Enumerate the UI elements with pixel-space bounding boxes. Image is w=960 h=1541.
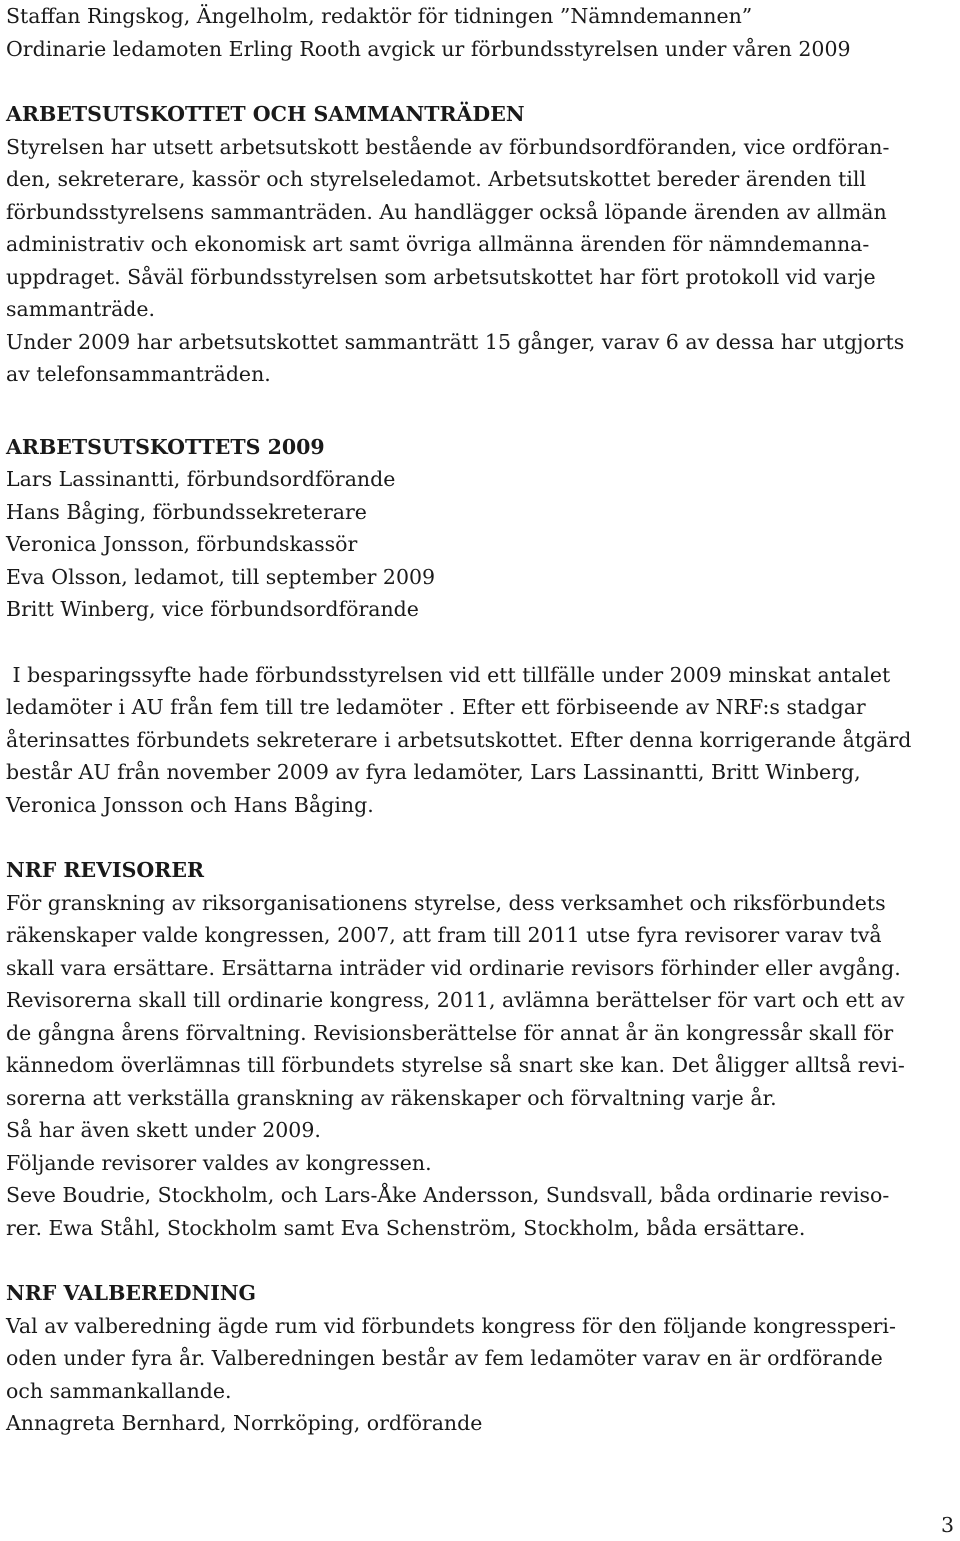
member-line: Hans Båging, förbundssekreterare [6, 499, 367, 524]
paragraph-line: ledamöter i AU från fem till tre ledamöter . Efter ett förbiseende av NRF:s stadgar [6, 695, 866, 719]
paragraph-line: förbundsstyrelsens sammanträden. Au handlägger också löpande ärenden av allmän [6, 199, 887, 224]
paragraph-line: Styrelsen har utsett arbetsutskott bestående av förbundsordföranden, vice ordföran- [6, 134, 890, 159]
besparing-section [6, 659, 954, 822]
paragraph-line: uppdraget. Såväl förbundsstyrelsen som arbetsutskottet har fört protokoll vid varje [6, 264, 876, 289]
valberedning-section [6, 1277, 954, 1440]
paragraph-line: rer. Ewa Ståhl, Stockholm samt Eva Schenström, Stockholm, båda ersättare. [6, 1215, 806, 1240]
arbetsutskottets-2009-section [6, 431, 954, 626]
member-line: Veronica Jonsson, förbundskassör [6, 532, 358, 556]
section-heading-valberedning: NRF VALBEREDNING [6, 1281, 257, 1305]
revisorer-section [6, 854, 954, 1244]
paragraph-line: de gångna årens förvaltning. Revisionsberättelse för annat år än kongressår skall för [6, 1020, 894, 1045]
paragraph-line: den, sekreterare, kassör och styrelseledamot. Arbetsutskottet bereder ärenden till [6, 167, 866, 191]
intro-section [6, 0, 954, 65]
paragraph-line: För granskning av riksorganisationens styrelse, dess verksamhet och riksförbundets [6, 890, 886, 915]
paragraph-line: Val av valberedning ägde rum vid förbundets kongress för den följande kongressperi- [6, 1313, 896, 1338]
section-heading-arbetsutskottets-2009: ARBETSUTSKOTTETS 2009 [6, 434, 325, 459]
paragraph-line: administrativ och ekonomisk art samt övriga allmänna ärenden för nämndemanna- [6, 232, 870, 256]
paragraph-line: av telefonsammanträden. [6, 362, 271, 386]
intro-line: Ordinarie ledamoten Erling Rooth avgick ur förbundsstyrelsen under våren 2009 [6, 36, 851, 61]
member-line: Eva Olsson, ledamot, till september 2009 [6, 564, 436, 589]
paragraph-line: oden under fyra år. Valberedningen består av fem ledamöter varav en är ordförande [6, 1346, 883, 1370]
paragraph-line: sammanträde. [6, 297, 156, 321]
document-page [6, 0, 954, 1440]
page-number: 3 [940, 1513, 954, 1537]
paragraph-line: sorerna att verkställa granskning av räkenskaper och förvaltning varje år. [6, 1085, 777, 1110]
paragraph-line: Följande revisorer valdes av kongressen. [6, 1150, 432, 1175]
section-heading-arbetsutskottet: ARBETSUTSKOTTET OCH SAMMANTRÄDEN [6, 102, 525, 126]
section-heading-revisorer: NRF REVISORER [6, 858, 204, 882]
arbetsutskottet-section [6, 98, 954, 391]
paragraph-line: I besparingssyfte hade förbundsstyrelsen vid ett tillfälle under 2009 minskat antalet [6, 662, 891, 687]
intro-line: Staffan Ringskog, Ängelholm, redaktör för tidningen ”Nämndemannen” [6, 4, 753, 28]
member-line: Lars Lassinantti, förbundsordförande [6, 467, 396, 491]
paragraph-line: och sammankallande. [6, 1378, 232, 1403]
paragraph-line: återinsattes förbundets sekreterare i arbetsutskottet. Efter denna korrigerande åtgärd [6, 727, 912, 752]
paragraph-line: Så har även skett under 2009. [6, 1118, 321, 1142]
paragraph-line: Under 2009 har arbetsutskottet sammanträtt 15 gånger, varav 6 av dessa har utgjorts [6, 329, 905, 354]
paragraph-line: Annagreta Bernhard, Norrköping, ordförande [6, 1411, 483, 1435]
member-line: Britt Winberg, vice förbundsordförande [6, 597, 419, 621]
paragraph-line: Veronica Jonsson och Hans Båging. [6, 792, 374, 817]
paragraph-line: Revisorerna skall till ordinarie kongress, 2011, avlämna berättelser för vart och ett av [6, 988, 905, 1012]
paragraph-line: kännedom överlämnas till förbundets styrelse så snart ske kan. Det åligger alltså revi- [6, 1053, 905, 1077]
paragraph-line: räkenskaper valde kongressen, 2007, att fram till 2011 utse fyra revisorer varav två [6, 923, 882, 947]
paragraph-line: skall vara ersättare. Ersättarna inträder vid ordinarie revisors förhinder eller avgång. [6, 955, 901, 980]
paragraph-line: Seve Boudrie, Stockholm, och Lars-Åke Andersson, Sundsvall, båda ordinarie reviso- [6, 1183, 890, 1207]
paragraph-line: består AU från november 2009 av fyra ledamöter, Lars Lassinantti, Britt Winberg, [6, 760, 861, 784]
